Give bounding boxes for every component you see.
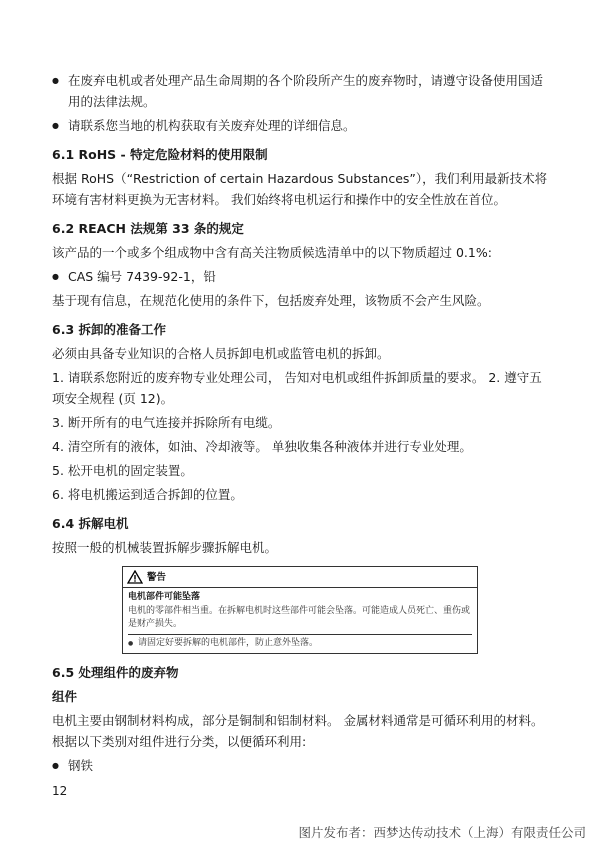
section-heading-6-1: 6.1 RoHS - 特定危险材料的使用限制 [52,147,268,162]
step-item: 5. 松开电机的固定装置。 [52,463,193,478]
list-item: ● 请联系您当地的机构获取有关废弃处理的详细信息。 [52,115,552,136]
page-content [52,70,552,779]
list-item: ● 在废弃电机或者处理产品生命周期的各个阶段所产生的废弃物时，请遵守设备使用国适用的法律法规。 [52,70,552,112]
warning-box [122,566,478,654]
list-item: ● 钢铁 [52,755,552,776]
section-text-6-3: 必须由具备专业知识的合格人员拆卸电机或监管电机的拆卸。 [52,346,390,361]
section-heading-6-2: 6.2 REACH 法规第 33 条的规定 [52,221,244,236]
step-item: 3. 断开所有的电气连接并拆除所有电缆。 [52,415,281,430]
warning-label: 警告 [147,571,167,583]
list-item: ● CAS 编号 7439-92-1，铅 [52,266,552,287]
warning-body [123,588,477,653]
section-text-6-5: 电机主要由钢制材料构成，部分是铜制和铝制材料。 金属材料通常是可循环利用的材料。 根据以下类别对组件进行分类，以便循环利用: [52,713,544,749]
section-heading-6-5: 6.5 处理组件的废弃物 [52,665,179,680]
step-item: 6. 将电机搬运到适合拆卸的位置。 [52,487,243,502]
section-heading-6-3: 6.3 拆卸的准备工作 [52,322,166,337]
subheading-components: 组件 [52,689,78,704]
warning-bullet: ● 请固定好要拆解的电机部件，防止意外坠落。 [128,634,472,650]
warning-triangle-icon [127,570,143,584]
section-heading-6-4: 6.4 拆解电机 [52,516,129,531]
page-number: 12 [52,784,68,798]
step-item: 1. 请联系您附近的废弃物专业处理公司， 告知对电机或组件拆卸质量的要求。 2. 遵守五项安全规程 (页 12)。 [52,370,542,406]
warning-text: 电机的零部件相当重。在拆解电机时这些部件可能会坠落。可能造成人员死亡、重伤或是财产损失。 [128,606,471,629]
section-text-6-4: 按照一般的机械装置拆解步骤拆解电机。 [52,540,278,555]
section-text-6-2: 该产品的一个或多个组成物中含有高关注物质候选清单中的以下物质超过 0.1%: [52,245,492,260]
warning-title: 电机部件可能坠落 [128,592,201,602]
step-item: 4. 清空所有的液体，如油、冷却液等。 单独收集各种液体并进行专业处理。 [52,439,472,454]
section-text-6-1: 根据 RoHS（“Restriction of certain Hazardous Substances”），我们利用最新技术将环境有害材料更换为无害材料。 我们始终将电机运行和操作中的安全性放在首位。 [52,171,548,207]
publisher-watermark: 图片发布者：西梦达传动技术（上海）有限责任公司 [298,825,586,840]
warning-header [123,567,477,588]
section-text-6-2-b: 基于现有信息，在规范化使用的条件下，包括废弃处理，该物质不会产生风险。 [52,293,490,308]
